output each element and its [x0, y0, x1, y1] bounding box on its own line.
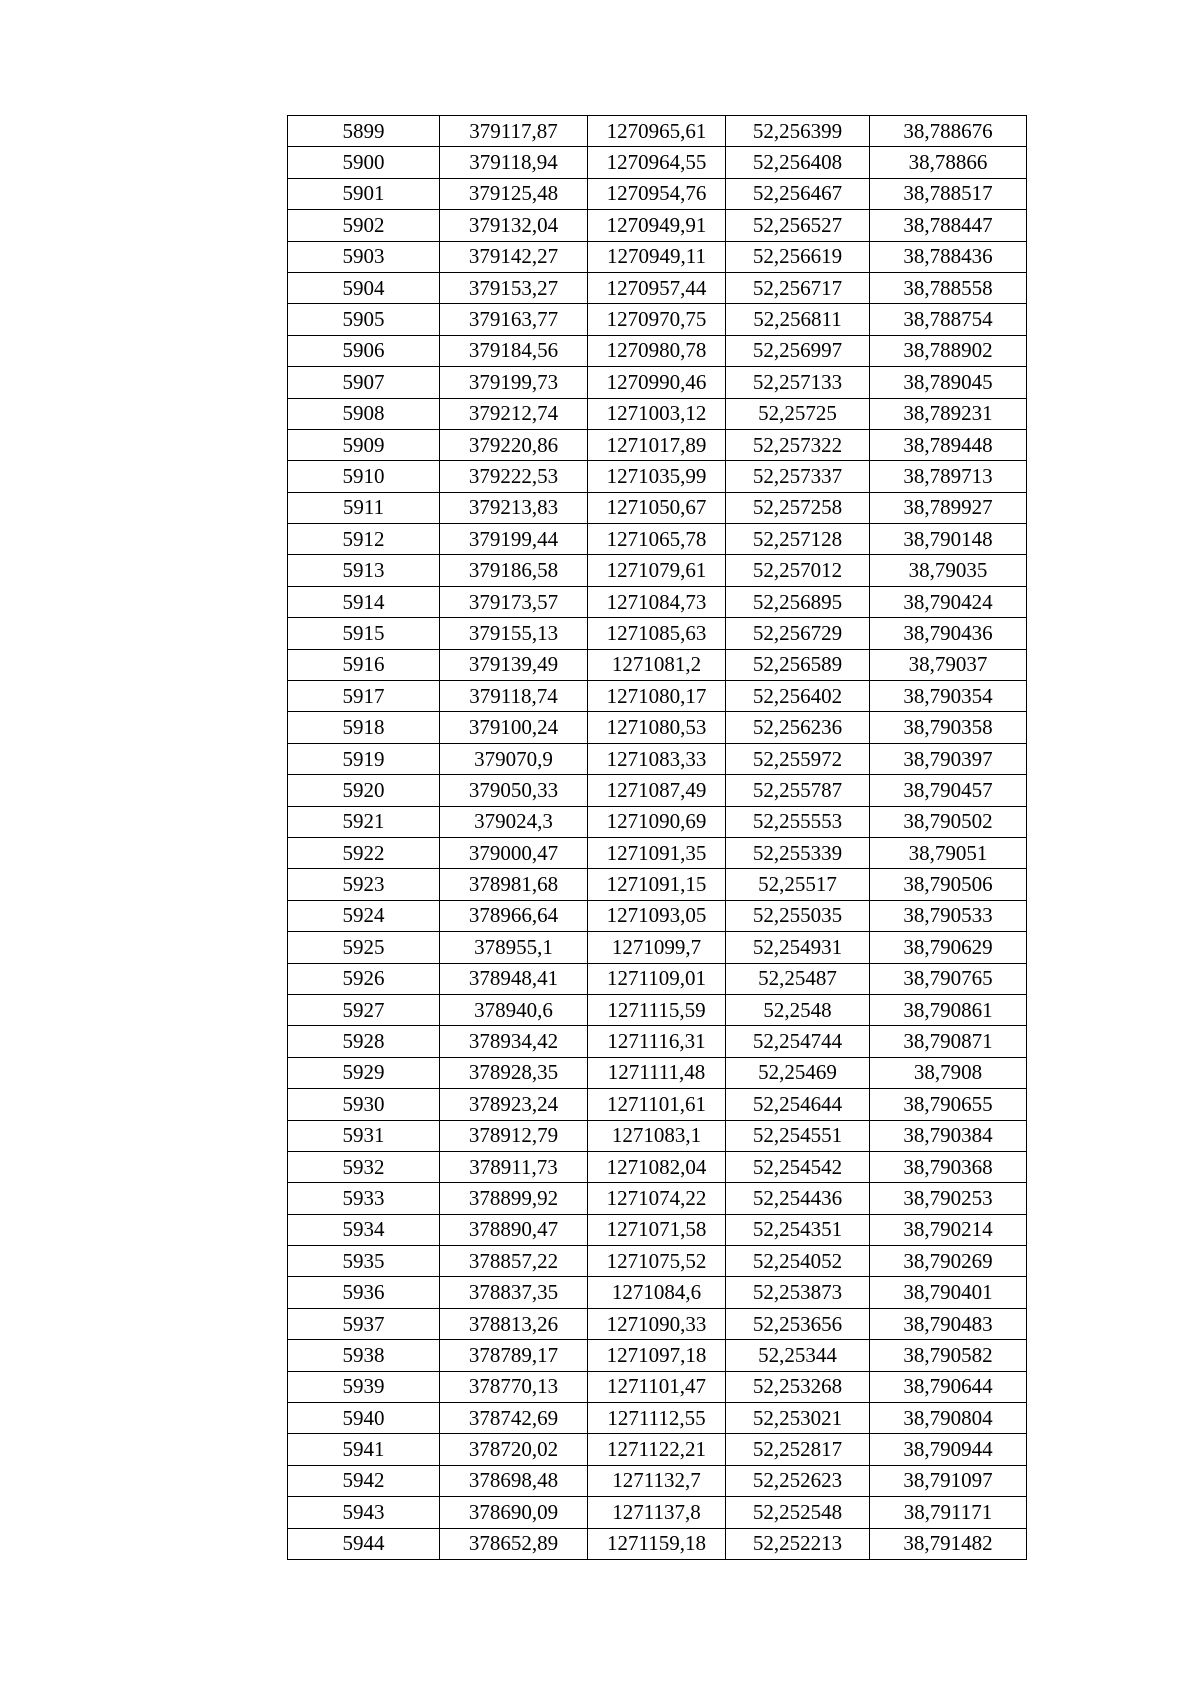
longitude-cell: 38,790424	[870, 586, 1027, 617]
point-number-cell: 5939	[288, 1371, 440, 1402]
point-number-cell: 5938	[288, 1340, 440, 1371]
point-number-cell: 5899	[288, 116, 440, 147]
point-number-cell: 5919	[288, 743, 440, 774]
y-coordinate-cell: 1271091,35	[588, 837, 726, 868]
x-coordinate-cell: 379199,44	[440, 524, 588, 555]
longitude-cell: 38,790871	[870, 1026, 1027, 1057]
longitude-cell: 38,788902	[870, 335, 1027, 366]
point-number-cell: 5916	[288, 649, 440, 680]
point-number-cell: 5930	[288, 1089, 440, 1120]
table-row	[288, 1528, 1027, 1559]
y-coordinate-cell: 1271101,47	[588, 1371, 726, 1402]
point-number-cell: 5912	[288, 524, 440, 555]
x-coordinate-cell: 379125,48	[440, 178, 588, 209]
y-coordinate-cell: 1271132,7	[588, 1465, 726, 1496]
table-row	[288, 147, 1027, 178]
x-coordinate-cell: 378690,09	[440, 1497, 588, 1528]
x-coordinate-cell: 379184,56	[440, 335, 588, 366]
latitude-cell: 52,256467	[726, 178, 870, 209]
table-row	[288, 1465, 1027, 1496]
x-coordinate-cell: 379173,57	[440, 586, 588, 617]
table-row	[288, 1434, 1027, 1465]
x-coordinate-cell: 379070,9	[440, 743, 588, 774]
point-number-cell: 5942	[288, 1465, 440, 1496]
y-coordinate-cell: 1271097,18	[588, 1340, 726, 1371]
table-row	[288, 304, 1027, 335]
x-coordinate-cell: 378934,42	[440, 1026, 588, 1057]
latitude-cell: 52,256997	[726, 335, 870, 366]
y-coordinate-cell: 1271071,58	[588, 1214, 726, 1245]
latitude-cell: 52,25725	[726, 398, 870, 429]
longitude-cell: 38,790457	[870, 775, 1027, 806]
table-row	[288, 681, 1027, 712]
x-coordinate-cell: 379212,74	[440, 398, 588, 429]
latitude-cell: 52,253656	[726, 1308, 870, 1339]
x-coordinate-cell: 378899,92	[440, 1183, 588, 1214]
point-number-cell: 5908	[288, 398, 440, 429]
y-coordinate-cell: 1271003,12	[588, 398, 726, 429]
x-coordinate-cell: 378940,6	[440, 994, 588, 1025]
latitude-cell: 52,254644	[726, 1089, 870, 1120]
point-number-cell: 5943	[288, 1497, 440, 1528]
longitude-cell: 38,788558	[870, 272, 1027, 303]
longitude-cell: 38,790368	[870, 1151, 1027, 1182]
y-coordinate-cell: 1271084,73	[588, 586, 726, 617]
latitude-cell: 52,255553	[726, 806, 870, 837]
point-number-cell: 5920	[288, 775, 440, 806]
y-coordinate-cell: 1271115,59	[588, 994, 726, 1025]
point-number-cell: 5906	[288, 335, 440, 366]
latitude-cell: 52,257133	[726, 367, 870, 398]
x-coordinate-cell: 379163,77	[440, 304, 588, 335]
longitude-cell: 38,79051	[870, 837, 1027, 868]
longitude-cell: 38,79035	[870, 555, 1027, 586]
latitude-cell: 52,254351	[726, 1214, 870, 1245]
point-number-cell: 5922	[288, 837, 440, 868]
table-row	[288, 335, 1027, 366]
y-coordinate-cell: 1271035,99	[588, 461, 726, 492]
longitude-cell: 38,790765	[870, 963, 1027, 994]
x-coordinate-cell: 379199,73	[440, 367, 588, 398]
y-coordinate-cell: 1271085,63	[588, 618, 726, 649]
point-number-cell: 5927	[288, 994, 440, 1025]
longitude-cell: 38,7908	[870, 1057, 1027, 1088]
point-number-cell: 5918	[288, 712, 440, 743]
y-coordinate-cell: 1271065,78	[588, 524, 726, 555]
point-number-cell: 5929	[288, 1057, 440, 1088]
x-coordinate-cell: 379100,24	[440, 712, 588, 743]
table-row	[288, 367, 1027, 398]
latitude-cell: 52,257012	[726, 555, 870, 586]
x-coordinate-cell: 378813,26	[440, 1308, 588, 1339]
point-number-cell: 5933	[288, 1183, 440, 1214]
point-number-cell: 5932	[288, 1151, 440, 1182]
longitude-cell: 38,790214	[870, 1214, 1027, 1245]
point-number-cell: 5937	[288, 1308, 440, 1339]
x-coordinate-cell: 378966,64	[440, 900, 588, 931]
longitude-cell: 38,790861	[870, 994, 1027, 1025]
y-coordinate-cell: 1270957,44	[588, 272, 726, 303]
latitude-cell: 52,256717	[726, 272, 870, 303]
table-row	[288, 1308, 1027, 1339]
y-coordinate-cell: 1271137,8	[588, 1497, 726, 1528]
table-row	[288, 1403, 1027, 1434]
point-number-cell: 5909	[288, 429, 440, 460]
longitude-cell: 38,790436	[870, 618, 1027, 649]
table-row	[288, 461, 1027, 492]
x-coordinate-cell: 379186,58	[440, 555, 588, 586]
latitude-cell: 52,254542	[726, 1151, 870, 1182]
longitude-cell: 38,790502	[870, 806, 1027, 837]
point-number-cell: 5941	[288, 1434, 440, 1465]
x-coordinate-cell: 379024,3	[440, 806, 588, 837]
latitude-cell: 52,257258	[726, 492, 870, 523]
point-number-cell: 5923	[288, 869, 440, 900]
x-coordinate-cell: 379118,94	[440, 147, 588, 178]
table-row	[288, 1089, 1027, 1120]
point-number-cell: 5944	[288, 1528, 440, 1559]
table-row	[288, 1151, 1027, 1182]
table-row	[288, 1214, 1027, 1245]
point-number-cell: 5924	[288, 900, 440, 931]
longitude-cell: 38,79037	[870, 649, 1027, 680]
x-coordinate-cell: 378912,79	[440, 1120, 588, 1151]
table-row	[288, 1120, 1027, 1151]
latitude-cell: 52,255787	[726, 775, 870, 806]
x-coordinate-cell: 378652,89	[440, 1528, 588, 1559]
table-row	[288, 1183, 1027, 1214]
longitude-cell: 38,789927	[870, 492, 1027, 523]
x-coordinate-cell: 378698,48	[440, 1465, 588, 1496]
longitude-cell: 38,788517	[870, 178, 1027, 209]
point-number-cell: 5907	[288, 367, 440, 398]
x-coordinate-cell: 378720,02	[440, 1434, 588, 1465]
longitude-cell: 38,790804	[870, 1403, 1027, 1434]
point-number-cell: 5928	[288, 1026, 440, 1057]
latitude-cell: 52,254931	[726, 932, 870, 963]
x-coordinate-cell: 378911,73	[440, 1151, 588, 1182]
longitude-cell: 38,790629	[870, 932, 1027, 963]
latitude-cell: 52,25517	[726, 869, 870, 900]
y-coordinate-cell: 1271084,6	[588, 1277, 726, 1308]
point-number-cell: 5911	[288, 492, 440, 523]
table-row	[288, 994, 1027, 1025]
latitude-cell: 52,255339	[726, 837, 870, 868]
longitude-cell: 38,789448	[870, 429, 1027, 460]
y-coordinate-cell: 1271079,61	[588, 555, 726, 586]
point-number-cell: 5936	[288, 1277, 440, 1308]
latitude-cell: 52,25469	[726, 1057, 870, 1088]
y-coordinate-cell: 1271081,2	[588, 649, 726, 680]
coordinates-table-body	[288, 116, 1027, 1560]
x-coordinate-cell: 379118,74	[440, 681, 588, 712]
table-row	[288, 210, 1027, 241]
table-row	[288, 837, 1027, 868]
x-coordinate-cell: 379139,49	[440, 649, 588, 680]
table-row	[288, 932, 1027, 963]
latitude-cell: 52,253268	[726, 1371, 870, 1402]
x-coordinate-cell: 379220,86	[440, 429, 588, 460]
latitude-cell: 52,253873	[726, 1277, 870, 1308]
longitude-cell: 38,790582	[870, 1340, 1027, 1371]
table-row	[288, 869, 1027, 900]
y-coordinate-cell: 1271159,18	[588, 1528, 726, 1559]
x-coordinate-cell: 379050,33	[440, 775, 588, 806]
table-row	[288, 178, 1027, 209]
latitude-cell: 52,25487	[726, 963, 870, 994]
latitude-cell: 52,256589	[726, 649, 870, 680]
point-number-cell: 5904	[288, 272, 440, 303]
y-coordinate-cell: 1270954,76	[588, 178, 726, 209]
point-number-cell: 5902	[288, 210, 440, 241]
point-number-cell: 5921	[288, 806, 440, 837]
longitude-cell: 38,791482	[870, 1528, 1027, 1559]
x-coordinate-cell: 379153,27	[440, 272, 588, 303]
table-row	[288, 492, 1027, 523]
latitude-cell: 52,252548	[726, 1497, 870, 1528]
table-row	[288, 806, 1027, 837]
table-row	[288, 398, 1027, 429]
longitude-cell: 38,789231	[870, 398, 1027, 429]
latitude-cell: 52,25344	[726, 1340, 870, 1371]
x-coordinate-cell: 379222,53	[440, 461, 588, 492]
y-coordinate-cell: 1271082,04	[588, 1151, 726, 1182]
x-coordinate-cell: 379213,83	[440, 492, 588, 523]
table-row	[288, 586, 1027, 617]
longitude-cell: 38,78866	[870, 147, 1027, 178]
table-row	[288, 649, 1027, 680]
longitude-cell: 38,790483	[870, 1308, 1027, 1339]
y-coordinate-cell: 1271111,48	[588, 1057, 726, 1088]
y-coordinate-cell: 1271017,89	[588, 429, 726, 460]
longitude-cell: 38,788754	[870, 304, 1027, 335]
latitude-cell: 52,254551	[726, 1120, 870, 1151]
latitude-cell: 52,256811	[726, 304, 870, 335]
longitude-cell: 38,790944	[870, 1434, 1027, 1465]
x-coordinate-cell: 378981,68	[440, 869, 588, 900]
latitude-cell: 52,252213	[726, 1528, 870, 1559]
longitude-cell: 38,791171	[870, 1497, 1027, 1528]
latitude-cell: 52,256729	[726, 618, 870, 649]
longitude-cell: 38,790269	[870, 1246, 1027, 1277]
x-coordinate-cell: 378928,35	[440, 1057, 588, 1088]
table-row	[288, 1246, 1027, 1277]
x-coordinate-cell: 378742,69	[440, 1403, 588, 1434]
longitude-cell: 38,790354	[870, 681, 1027, 712]
point-number-cell: 5915	[288, 618, 440, 649]
table-row	[288, 429, 1027, 460]
y-coordinate-cell: 1270980,78	[588, 335, 726, 366]
latitude-cell: 52,256619	[726, 241, 870, 272]
y-coordinate-cell: 1271112,55	[588, 1403, 726, 1434]
table-row	[288, 712, 1027, 743]
latitude-cell: 52,256408	[726, 147, 870, 178]
latitude-cell: 52,256399	[726, 116, 870, 147]
longitude-cell: 38,788436	[870, 241, 1027, 272]
table-row	[288, 555, 1027, 586]
table-row	[288, 618, 1027, 649]
longitude-cell: 38,789045	[870, 367, 1027, 398]
latitude-cell: 52,253021	[726, 1403, 870, 1434]
x-coordinate-cell: 378923,24	[440, 1089, 588, 1120]
x-coordinate-cell: 378770,13	[440, 1371, 588, 1402]
table-row	[288, 1057, 1027, 1088]
x-coordinate-cell: 379117,87	[440, 116, 588, 147]
latitude-cell: 52,257322	[726, 429, 870, 460]
point-number-cell: 5926	[288, 963, 440, 994]
y-coordinate-cell: 1271093,05	[588, 900, 726, 931]
longitude-cell: 38,790533	[870, 900, 1027, 931]
point-number-cell: 5914	[288, 586, 440, 617]
table-row	[288, 1340, 1027, 1371]
y-coordinate-cell: 1271087,49	[588, 775, 726, 806]
latitude-cell: 52,254744	[726, 1026, 870, 1057]
point-number-cell: 5900	[288, 147, 440, 178]
y-coordinate-cell: 1270964,55	[588, 147, 726, 178]
y-coordinate-cell: 1271101,61	[588, 1089, 726, 1120]
latitude-cell: 52,257128	[726, 524, 870, 555]
latitude-cell: 52,2548	[726, 994, 870, 1025]
x-coordinate-cell: 378890,47	[440, 1214, 588, 1245]
latitude-cell: 52,255035	[726, 900, 870, 931]
latitude-cell: 52,252623	[726, 1465, 870, 1496]
y-coordinate-cell: 1271083,33	[588, 743, 726, 774]
x-coordinate-cell: 378857,22	[440, 1246, 588, 1277]
longitude-cell: 38,790401	[870, 1277, 1027, 1308]
point-number-cell: 5903	[288, 241, 440, 272]
y-coordinate-cell: 1271075,52	[588, 1246, 726, 1277]
table-row	[288, 1371, 1027, 1402]
point-number-cell: 5913	[288, 555, 440, 586]
latitude-cell: 52,254436	[726, 1183, 870, 1214]
point-number-cell: 5901	[288, 178, 440, 209]
point-number-cell: 5925	[288, 932, 440, 963]
y-coordinate-cell: 1270965,61	[588, 116, 726, 147]
table-row	[288, 743, 1027, 774]
latitude-cell: 52,254052	[726, 1246, 870, 1277]
longitude-cell: 38,788447	[870, 210, 1027, 241]
y-coordinate-cell: 1271083,1	[588, 1120, 726, 1151]
point-number-cell: 5931	[288, 1120, 440, 1151]
point-number-cell: 5934	[288, 1214, 440, 1245]
x-coordinate-cell: 378837,35	[440, 1277, 588, 1308]
table-row	[288, 900, 1027, 931]
latitude-cell: 52,252817	[726, 1434, 870, 1465]
latitude-cell: 52,256402	[726, 681, 870, 712]
table-row	[288, 116, 1027, 147]
point-number-cell: 5940	[288, 1403, 440, 1434]
latitude-cell: 52,256236	[726, 712, 870, 743]
latitude-cell: 52,256527	[726, 210, 870, 241]
y-coordinate-cell: 1271090,69	[588, 806, 726, 837]
y-coordinate-cell: 1271109,01	[588, 963, 726, 994]
longitude-cell: 38,790397	[870, 743, 1027, 774]
y-coordinate-cell: 1271090,33	[588, 1308, 726, 1339]
table-row	[288, 241, 1027, 272]
longitude-cell: 38,790506	[870, 869, 1027, 900]
x-coordinate-cell: 378948,41	[440, 963, 588, 994]
table-row	[288, 775, 1027, 806]
longitude-cell: 38,790655	[870, 1089, 1027, 1120]
longitude-cell: 38,790148	[870, 524, 1027, 555]
point-number-cell: 5917	[288, 681, 440, 712]
longitude-cell: 38,788676	[870, 116, 1027, 147]
longitude-cell: 38,790644	[870, 1371, 1027, 1402]
longitude-cell: 38,790358	[870, 712, 1027, 743]
y-coordinate-cell: 1270949,91	[588, 210, 726, 241]
y-coordinate-cell: 1271080,17	[588, 681, 726, 712]
x-coordinate-cell: 379132,04	[440, 210, 588, 241]
latitude-cell: 52,255972	[726, 743, 870, 774]
table-row	[288, 1497, 1027, 1528]
longitude-cell: 38,789713	[870, 461, 1027, 492]
point-number-cell: 5910	[288, 461, 440, 492]
table-row	[288, 1026, 1027, 1057]
y-coordinate-cell: 1271074,22	[588, 1183, 726, 1214]
x-coordinate-cell: 378789,17	[440, 1340, 588, 1371]
x-coordinate-cell: 379142,27	[440, 241, 588, 272]
y-coordinate-cell: 1271116,31	[588, 1026, 726, 1057]
latitude-cell: 52,256895	[726, 586, 870, 617]
x-coordinate-cell: 379000,47	[440, 837, 588, 868]
x-coordinate-cell: 378955,1	[440, 932, 588, 963]
y-coordinate-cell: 1270949,11	[588, 241, 726, 272]
longitude-cell: 38,790253	[870, 1183, 1027, 1214]
latitude-cell: 52,257337	[726, 461, 870, 492]
point-number-cell: 5935	[288, 1246, 440, 1277]
x-coordinate-cell: 379155,13	[440, 618, 588, 649]
table-row	[288, 524, 1027, 555]
y-coordinate-cell: 1271122,21	[588, 1434, 726, 1465]
y-coordinate-cell: 1271050,67	[588, 492, 726, 523]
table-row	[288, 1277, 1027, 1308]
coordinates-table	[287, 115, 1027, 1560]
longitude-cell: 38,791097	[870, 1465, 1027, 1496]
table-row	[288, 272, 1027, 303]
longitude-cell: 38,790384	[870, 1120, 1027, 1151]
y-coordinate-cell: 1271099,7	[588, 932, 726, 963]
y-coordinate-cell: 1270990,46	[588, 367, 726, 398]
y-coordinate-cell: 1271091,15	[588, 869, 726, 900]
table-row	[288, 963, 1027, 994]
y-coordinate-cell: 1270970,75	[588, 304, 726, 335]
point-number-cell: 5905	[288, 304, 440, 335]
y-coordinate-cell: 1271080,53	[588, 712, 726, 743]
